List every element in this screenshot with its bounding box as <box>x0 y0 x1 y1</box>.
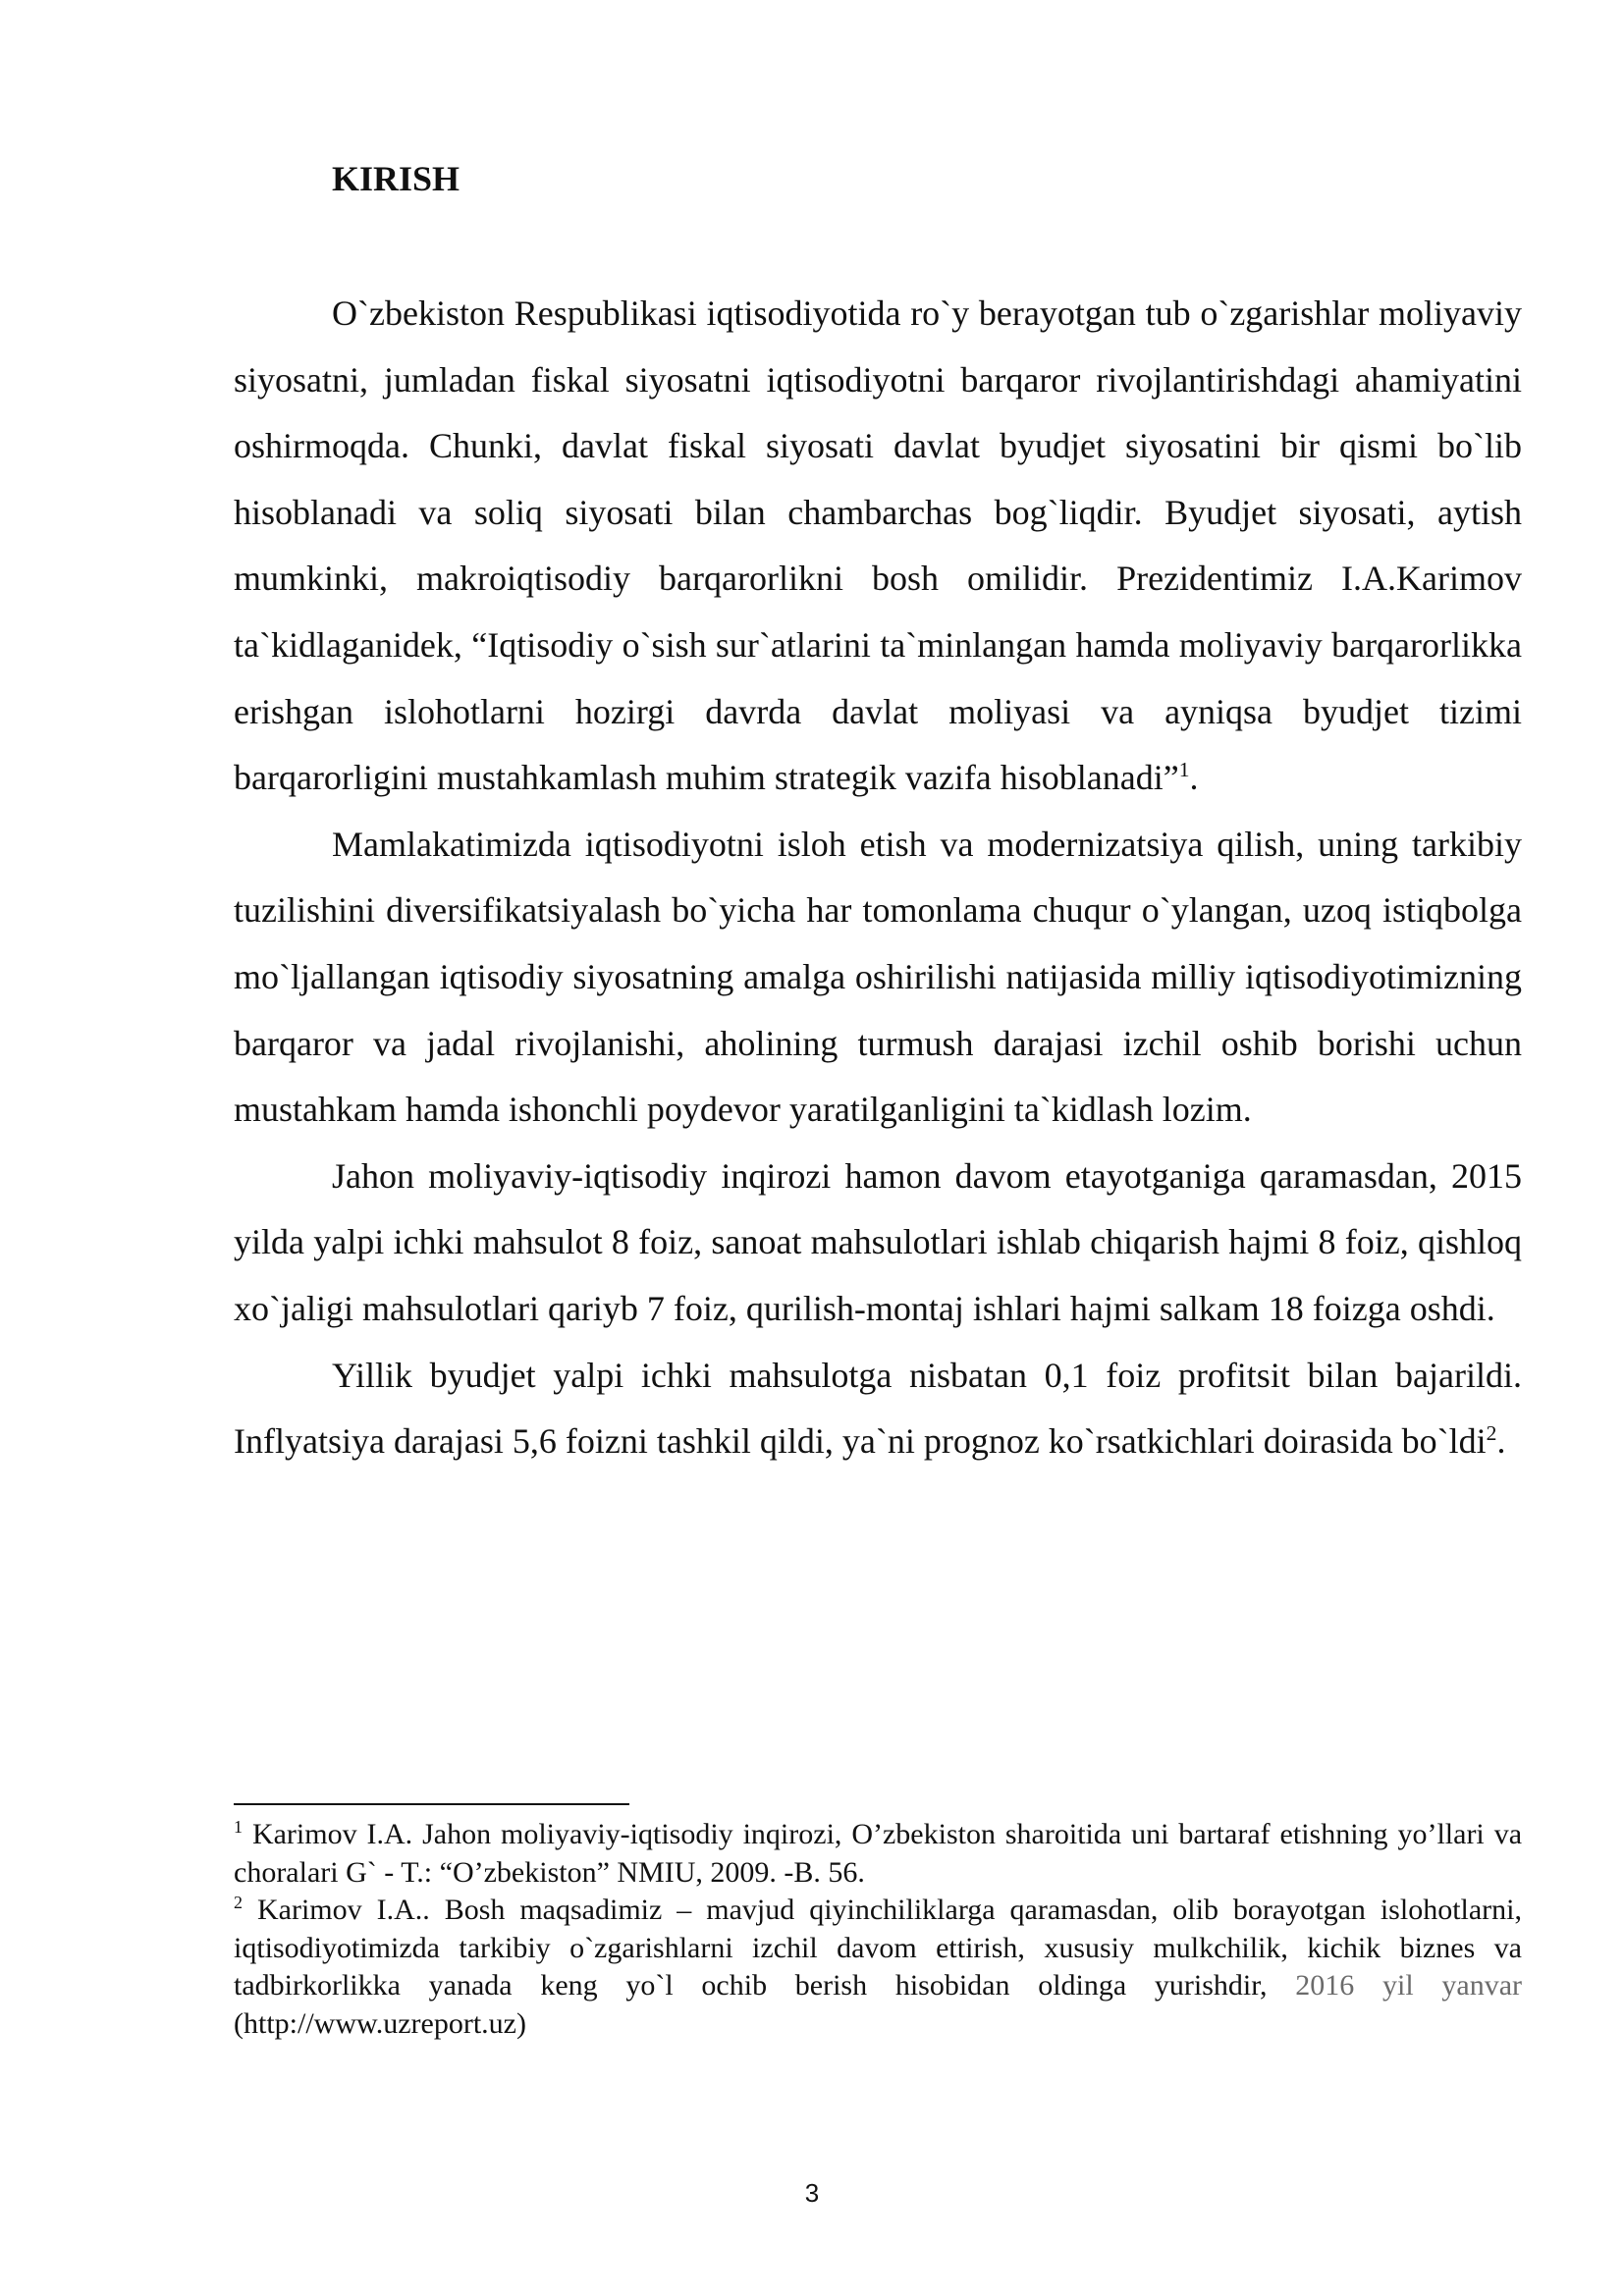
paragraph-4 <box>234 1343 1522 1475</box>
footnote-1-number: 1 <box>234 1817 243 1837</box>
paragraph-2: Mamlakatimizda iqtisodiyotni isloh etish va modernizatsiya qilish, uning tarkibiy tuzilishini diversifikatsiyalash bo`yicha har tomonlama chuqur o`ylangan, uzoq istiqbolga mo`ljallangan iqtisodiy siyosatning amalga oshirilishi natijasida milliy iqtisodiyotimizning barqaror va jadal rivojlanishi, aholining turmush darajasi izchil oshib borishi uchun mustahkam hamda ishonchli poydevor yaratilganligini ta`kidlash lozim. <box>234 824 1522 1130</box>
footnotes <box>234 1816 1522 2043</box>
footnote-2-date: 2016 yil yanvar <box>1295 1969 1523 2002</box>
paragraph-1-text: O`zbekiston Respublikasi iqtisodiyotida ro`y berayotgan tub o`zgarishlar moliyaviy siyosatni, jumladan fiskal siyosatni iqtisodiyotni barqaror rivojlantirishdagi ahamiyatini oshirmoqda. Chunki, davlat fiskal siyosati davlat byudjet siyosatini bir qismi bo`lib hisoblanadi va soliq siyosati bilan chambarchas bog`liqdir. Byudjet siyosati, aytish mumkinki, makroiqtisodiy barqarorlikni bosh omilidir. Prezidentimiz I.A.Karimov ta`kidlaganidek, “Iqtisodiy o`sish sur`atlarini ta`minlangan hamda moliyaviy barqarorlikka erishgan islohotlarni hozirgi davrda davlat moliyasi va ayniqsa byudjet tizimi barqarorligini mustahkamlash muhim strategik vazifa hisoblanadi” <box>234 294 1522 798</box>
paragraph-4-end: . <box>1496 1421 1506 1462</box>
footnote-2-text: Karimov I.A.. Bosh maqsadimiz – mavjud qiyinchiliklarga qaramasdan, olib borayotgan islohotlarni, iqtisodiyotimizda tarkibiy o`zgarishlarni izchil davom ettirish, xususiy mulkchilik, kichik biznes va tadbirkorlikka yanada keng yo`l ochib berish hisobidan oldinga yurishdir, <box>234 1894 1523 2002</box>
paragraph-1 <box>234 281 1522 812</box>
footnote-ref-1[interactable]: 1 <box>1178 758 1190 782</box>
paragraph-3: Jahon moliyaviy-iqtisodiy inqirozi hamon davom etayotganiga qaramasdan, 2015 yilda yalpi ichki mahsulot 8 foiz, sanoat mahsulotlari ishlab chiqarish hajmi 8 foiz, qishloq xo`jaligi mahsulotlari qariyb 7 foiz, qurilish-montaj ishlari hajmi salkam 18 foizga oshdi. <box>234 1155 1522 1328</box>
paragraph-1-end: . <box>1189 758 1199 798</box>
footnote-2-source-link[interactable]: (http://www.uzreport.uz) <box>234 2006 526 2040</box>
body-text <box>234 281 1522 1475</box>
footnote-2 <box>234 1892 1522 2043</box>
footnote-ref-2[interactable]: 2 <box>1486 1421 1497 1446</box>
section-heading: KIRISH <box>332 159 460 198</box>
footnote-separator <box>234 1803 629 1805</box>
footnote-1 <box>234 1816 1522 1892</box>
footnote-2-number: 2 <box>234 1893 243 1912</box>
footnote-1-text: Karimov I.A. Jahon moliyaviy-iqtisodiy inqirozi, O’zbekiston sharoitida uni bartaraf etishning yo’llari va choralari G` - T.: “O’zbekiston” NMIU, 2009. -B. 56. <box>234 1818 1523 1889</box>
page-number: 3 <box>804 2178 820 2208</box>
paragraph-4-text: Yillik byudjet yalpi ichki mahsulotga nisbatan 0,1 foiz profitsit bilan bajarildi. Inflyatsiya darajasi 5,6 foizni tashkil qildi, ya`ni prognoz ko`rsatkichlari doirasida bo`ldi <box>234 1355 1522 1462</box>
